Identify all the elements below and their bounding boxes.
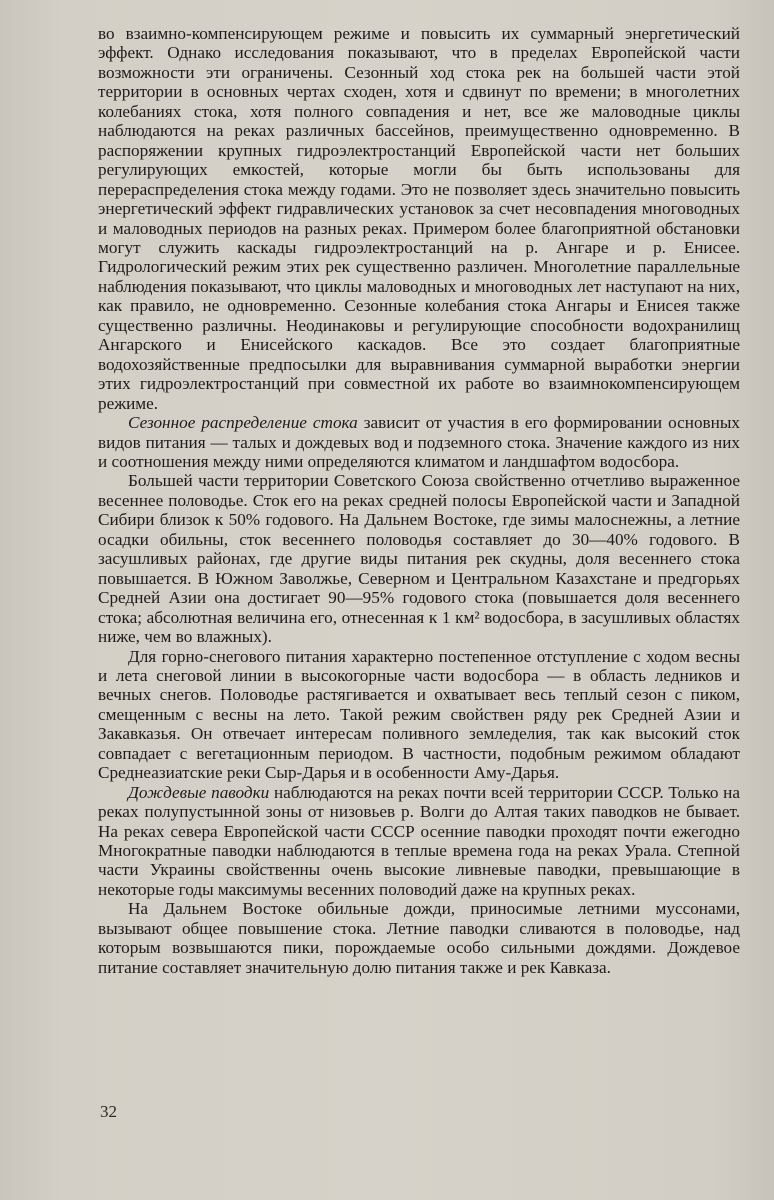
paragraph-2-text: зависит от участия в его формировании основных видов питания — талых и дождевых вод и подземного стока. Значение каждого из них и соотношения между ними определяются климатом и ландшафтом водосбора. <box>98 413 740 471</box>
paragraph-1 <box>98 24 740 413</box>
paragraph-6-text: На Дальнем Востоке обильные дожди, приносимые летними муссонами, вызывают общее повышение стока. Летние паводки сливаются в половодье, над которым возвышаются пики, порождаемые особо сильными дождями. Дождевое питание составляет значительную долю питания также и рек Кавказа. <box>98 899 740 977</box>
paragraph-4-text: Для горно-снегового питания характерно постепенное отступление с ходом весны и лета снеговой линии в высокогорные части водосбора — в область ледников и вечных снегов. Половодье растягивается и охватывает весь теплый сезон с пиком, смещенным с весны на лето. Такой режим свойствен ряду рек Средней Азии и Закавказья. Он отвечает интересам поливного земледелия, так как высокий сток совпадает с вегетационным периодом. В частности, подобным режимом обладают Среднеазиатские реки Сыр-Дарья и в особенности Аму-Дарья. <box>98 646 740 783</box>
paragraph-2 <box>98 413 740 471</box>
paragraph-5 <box>98 783 740 900</box>
text-column <box>98 24 740 977</box>
paragraph-3 <box>98 471 740 646</box>
paragraph-5-text: наблюдаются на реках почти всей территории СССР. Только на реках полупустынной зоны от низовьев р. Волги до Алтая таких паводков не бывает. На реках севера Европейской части СССР осенние паводки проходят почти ежегодно Многократные паводки наблюдаются в теплые времена года на реках Урала. Степной части Украины свойственны очень высокие ливневые паводки, превышающие в некоторые годы максимумы весенних половодий даже на крупных реках. <box>98 782 741 899</box>
paragraph-6 <box>98 899 740 977</box>
paragraph-1-text: во взаимно-компенсирующем режиме и повысить их суммарный энергетический эффект. Однако исследования показывают, что в пределах Европейской части возможности эти ограничены. Сезонный ход стока рек на большей части этой территории в основных чертах сходен, хотя и сдвинут по времени; в многолетних колебаниях стока, хотя полного совпадения и нет, все же маловодные циклы наблюдаются на реках различных бассейнов, преимущественно одновременно. В распоряжении крупных гидроэлектростанций Европейской части нет больших регулирующих емкостей, которые могли бы быть использованы для перераспределения стока между годами. Это не позволяет здесь значительно повысить энергетический эффект гидравлических установок за счет несовпадения многоводных и маловодных периодов на разных реках. Примером более благоприятной обстановки могут служить каскады гидроэлектростанций на р. Ангаре и р. Енисее. Гидрологический режим этих рек существенно различен. Многолетние параллельные наблюдения показывают, что циклы маловодных и многоводных лет наступают на них, как правило, не одновременно. Сезонные колебания стока Ангары и Енисея также существенно различны. Неодинаковы и регулирующие способности водохранилищ Ангарского и Енисейского каскадов. Все это создает благоприятные водохозяйственные предпосылки для выравнивания суммарной выработки энергии этих гидроэлектростанций при совместной их работе во взаимнокомпенсирующем режиме. <box>98 24 740 413</box>
paragraph-2-lead: Сезонное распределение стока <box>128 413 358 433</box>
paragraph-4 <box>98 647 740 783</box>
page-number: 32 <box>100 1102 117 1121</box>
paragraph-5-lead: Дождевые паводки <box>128 782 270 802</box>
paragraph-3-text: Большей части территории Советского Союза свойственно отчетливо выраженное весеннее половодье. Сток его на реках средней полосы Европейской части и Западной Сибири близок к 50% годового. На Дальнем Востоке, где зимы малоснежны, а летние осадки обильны, сток весеннего половодья составляет до 30—40% годового. В засушливых районах, где другие виды питания рек скудны, доля весеннего стока повышается. В Южном Заволжье, Северном и Центральном Казахстане и предгорьях Средней Азии она достигает 90—95% годового стока (повышается доля весеннего стока; абсолютная величина его, отнесенная к 1 км² водосбора, в засушливых областях ниже, чем во влажных). <box>98 471 740 647</box>
